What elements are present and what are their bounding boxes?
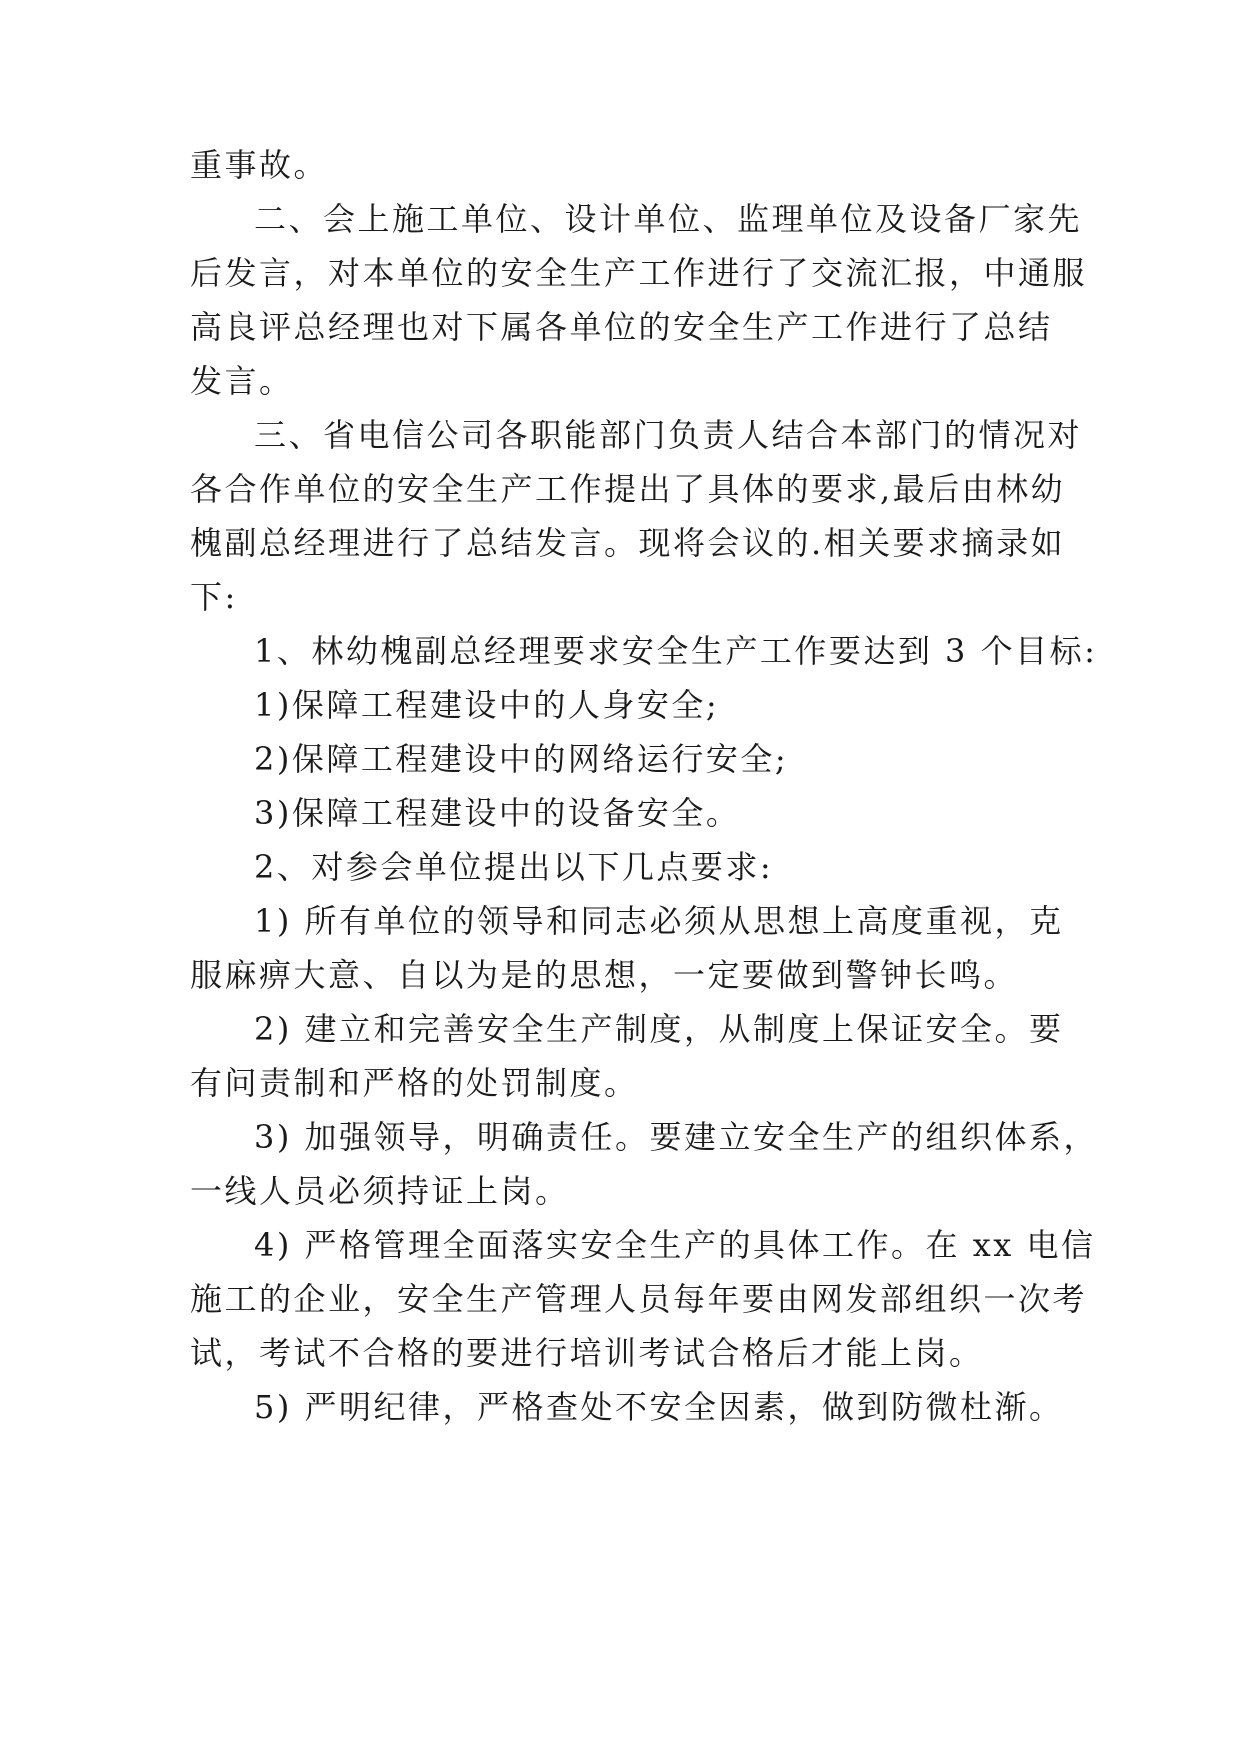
list-item: 1)保障工程建设中的人身安全; xyxy=(254,686,720,724)
list-item: 4) 严格管理全面落实安全生产的具体工作。在 xx 电信 xyxy=(254,1226,1096,1264)
list-item: 3) 加强领导，明确责任。要建立安全生产的组织体系， xyxy=(254,1118,1099,1156)
text-line: 一线人员必须持证上岗。 xyxy=(190,1172,570,1210)
text-line: 高良评总经理也对下属各单位的安全生产工作进行了总结 xyxy=(190,308,1053,346)
text-line: 重事故。 xyxy=(190,146,329,184)
text-line: 各合作单位的安全生产工作提出了具体的要求,最后由林幼 xyxy=(190,470,1066,508)
text-line: 槐副总经理进行了总结发言。现将会议的.相关要求摘录如 xyxy=(190,524,1066,562)
text-line: 后发言，对本单位的安全生产工作进行了交流汇报，中通服 xyxy=(190,254,1088,292)
text-line: 施工的企业，安全生产管理人员每年要由网发部组织一次考 xyxy=(190,1280,1088,1318)
list-item: 1) 所有单位的领导和同志必须从思想上高度重视，克 xyxy=(254,902,1064,940)
paragraph-3-start: 三、省电信公司各职能部门负责人结合本部门的情况对 xyxy=(254,416,1083,454)
list-heading-1: 1、林幼槐副总经理要求安全生产工作要达到 3 个目标: xyxy=(254,632,1098,670)
text-line: 发言。 xyxy=(190,362,294,400)
list-heading-2: 2、对参会单位提出以下几点要求: xyxy=(254,848,774,886)
text-line: 服麻痹大意、自以为是的思想，一定要做到警钟长鸣。 xyxy=(190,956,1019,994)
text-line: 下: xyxy=(190,578,238,616)
text-line: 试，考试不合格的要进行培训考试合格后才能上岗。 xyxy=(190,1334,984,1372)
list-item: 2)保障工程建设中的网络运行安全; xyxy=(254,740,789,778)
list-item: 2) 建立和完善安全生产制度，从制度上保证安全。要 xyxy=(254,1010,1064,1048)
paragraph-2-start: 二、会上施工单位、设计单位、监理单位及设备厂家先 xyxy=(254,200,1083,238)
list-item: 3)保障工程建设中的设备安全。 xyxy=(254,794,741,832)
text-line: 有问责制和严格的处罚制度。 xyxy=(190,1064,639,1102)
list-item: 5) 严明纪律，严格查处不安全因素，做到防微杜渐。 xyxy=(254,1388,1064,1426)
